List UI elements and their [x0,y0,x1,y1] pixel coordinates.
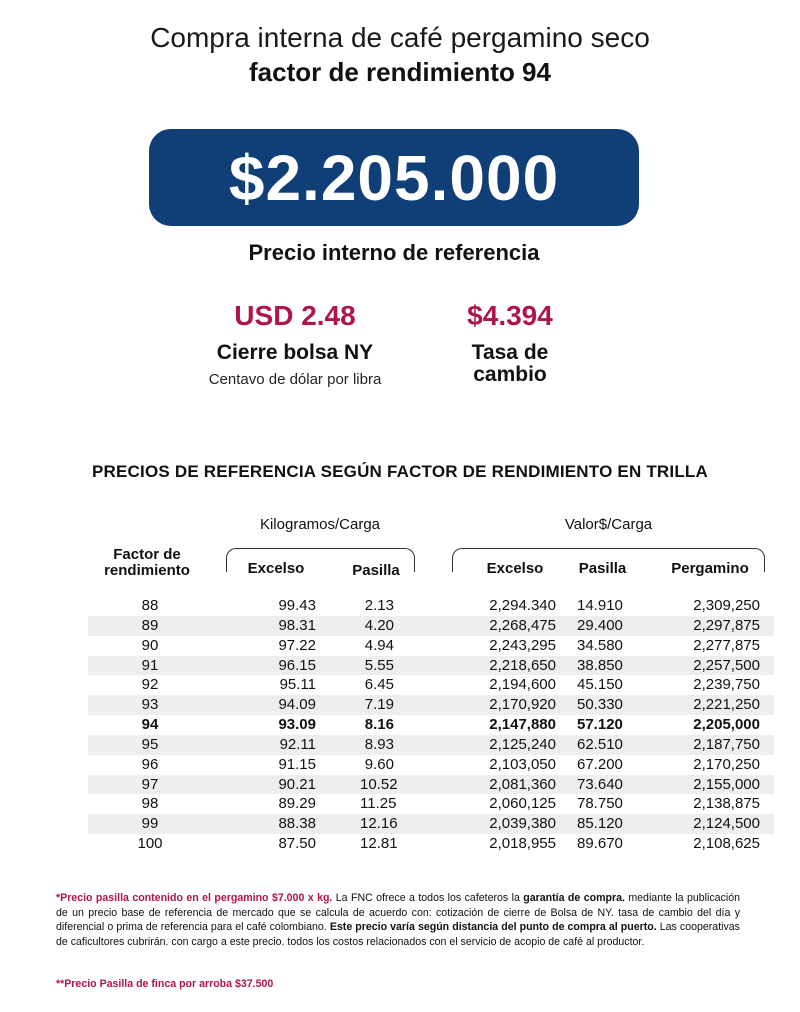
table-row [88,775,774,795]
cell-kg-excelso: 97.22 [278,636,316,654]
header-valor-pergamino: Pergamino [671,560,749,577]
header-factor [92,547,202,579]
cell-valor-pergamino: 2,221,250 [693,696,760,714]
cell-kg-pasilla: 6.45 [364,676,394,694]
cell-valor-pasilla: 62.510 [577,735,623,753]
cell-valor-pergamino: 2,170,250 [693,755,760,773]
cell-valor-pasilla: 89.670 [577,835,623,853]
cell-factor: 91 [141,656,159,674]
cell-factor: 90 [141,636,159,654]
cell-valor-excelso: 2,268,475 [489,616,556,634]
cell-kg-excelso: 91.15 [278,755,316,773]
cell-factor: 97 [141,775,159,793]
cell-valor-pasilla: 67.200 [577,755,623,773]
header-kg-pasilla: Pasilla [352,562,400,579]
table-row [88,814,774,834]
cell-valor-excelso: 2,294.340 [489,597,556,614]
group-label-kg: Kilogramos/Carga [259,516,381,533]
cell-valor-pergamino: 2,309,250 [693,597,760,614]
cell-valor-excelso: 2,103,050 [489,755,556,773]
footnote-2: **Precio Pasilla de finca por arroba $37.500 [56,978,274,990]
footnote-1-accent: *Precio pasilla contenido en el pergamino $7.000 x kg. [56,892,333,904]
cell-valor-excelso: 2,243,295 [489,636,556,654]
table-row [88,794,774,814]
cell-kg-excelso: 92.11 [279,735,316,753]
kpi-bolsa-sub: Centavo de dólar por libra [208,371,382,389]
cell-kg-pasilla: 4.94 [364,636,394,654]
cell-factor: 96 [141,755,159,773]
cell-factor: 94 [141,716,159,734]
reference-price-label: Precio interno de referencia [248,240,540,265]
cell-valor-pasilla: 14.910 [577,597,623,614]
section-title: PRECIOS DE REFERENCIA SEGÚN FACTOR DE RENDIMIENTO EN TRILLA [92,462,708,481]
kpi-bolsa [180,300,410,388]
page-title: Compra interna de café pergamino seco [150,22,650,53]
kpi-tasa [440,300,580,386]
footnote-1 [56,891,740,949]
kpi-tasa-label-line2: cambio [473,363,547,387]
cell-valor-pergamino: 2,277,875 [693,636,760,654]
cell-valor-excelso: 2,218,650 [489,656,556,674]
cell-valor-pergamino: 2,297,875 [693,616,760,634]
footnote-1-text-a: La FNC ofrece a todos los cafeteros la [332,892,524,904]
cell-factor: 98 [141,795,159,813]
footnote-1-bold-b: Este precio varía según distancia del punto de compra al puerto. [329,921,657,934]
group-label-valor: Valor$/Carga [564,516,653,533]
table-row [88,834,774,854]
kpi-tasa-label-line1: Tasa de [471,341,549,364]
cell-kg-excelso: 90.21 [278,775,316,793]
cell-kg-excelso: 88.38 [278,815,316,833]
cell-kg-pasilla: 2.13 [364,597,394,614]
cell-valor-pasilla: 73.640 [577,775,623,793]
kpi-bolsa-label: Cierre bolsa NY [216,341,374,364]
price-table [88,596,774,854]
cell-valor-excelso: 2,194,600 [489,676,556,694]
cell-valor-pergamino: 2,187,750 [693,735,760,753]
cell-factor: 100 [137,835,163,853]
cell-valor-excelso: 2,039,380 [489,815,556,833]
cell-kg-pasilla: 4.20 [364,616,394,634]
cell-valor-pergamino: 2,124,500 [693,815,760,833]
cell-valor-pergamino: 2,138,875 [693,795,760,813]
cell-valor-excelso: 2,147,880 [489,716,556,734]
cell-kg-pasilla: 9.60 [364,755,394,773]
footnote-1-text-b: mediante la publicación de un precio base de referencia de mercado que se calcula de acuerdo con: cotización de cierre de Bolsa de NY. tasa de cambio del día y diferencial o prima de referencia para el café colombiano. [56,892,740,934]
cell-kg-excelso: 95.11 [279,676,316,694]
cell-kg-excelso: 87.50 [278,835,316,853]
cell-valor-pasilla: 78.750 [577,795,623,813]
cell-valor-pasilla: 57.120 [577,716,623,734]
cell-factor: 92 [141,676,159,694]
kpi-bolsa-value: USD 2.48 [234,300,356,331]
footnote-1-text-c: Las cooperativas de caficultores cubrirán. con cargo a este precio. todos los costos relacionados con el servicio de acopio de café al productor. [56,921,740,948]
header-factor-line1: Factor de [113,546,181,563]
cell-valor-pasilla: 85.120 [577,815,623,833]
table-row [88,695,774,715]
table-row [88,735,774,755]
cell-factor: 95 [141,735,159,753]
table-row [88,715,774,735]
cell-valor-pasilla: 29.400 [577,616,623,634]
cell-factor: 93 [141,696,159,714]
header-factor-line2: rendimiento [104,561,190,579]
cell-kg-pasilla: 7.19 [364,696,394,714]
cell-kg-pasilla: 12.16 [360,815,398,833]
cell-kg-excelso: 94.09 [278,696,316,714]
table-row [88,675,774,695]
table-row [88,596,774,616]
cell-kg-pasilla: 8.16 [364,716,394,734]
table-row [88,616,774,636]
cell-valor-excelso: 2,018,955 [489,835,556,853]
kpi-tasa-value: $4.394 [467,300,553,331]
cell-valor-pergamino: 2,257,500 [693,656,760,674]
cell-kg-excelso: 98.31 [278,616,316,634]
cell-valor-pasilla: 45.150 [577,676,623,694]
footnote-1-bold-a: garantía de compra. [523,892,625,904]
cell-valor-pasilla: 34.580 [577,636,623,654]
cell-kg-pasilla: 11.25 [360,795,397,813]
cell-valor-excelso: 2,170,920 [489,696,556,714]
cell-factor: 99 [141,815,159,833]
table-row [88,636,774,656]
header-kg-excelso: Excelso [247,560,305,577]
cell-kg-pasilla: 12.81 [360,835,398,853]
header-valor-excelso: Excelso [486,560,544,577]
cell-valor-pergamino: 2,155,000 [693,775,760,793]
cell-valor-excelso: 2,060,125 [489,795,556,813]
cell-kg-excelso: 96.15 [278,656,316,674]
cell-factor: 88 [141,597,159,614]
cell-valor-pasilla: 50.330 [577,696,623,714]
cell-valor-pasilla: 38.850 [577,656,623,674]
table-row [88,656,774,676]
page-subtitle: factor de rendimiento 94 [249,57,551,87]
cell-kg-excelso: 93.09 [278,716,316,734]
price-banner [149,129,639,226]
reference-price-value: $2.205.000 [228,141,560,214]
cell-kg-excelso: 89.29 [278,795,316,813]
cell-valor-pergamino: 2,239,750 [693,676,760,694]
cell-valor-excelso: 2,081,360 [489,775,556,793]
cell-factor: 89 [141,616,159,634]
header-valor-pasilla: Pasilla [578,560,627,577]
cell-valor-excelso: 2,125,240 [489,735,556,753]
cell-valor-pergamino: 2,205,000 [693,716,760,734]
table-row [88,755,774,775]
cell-kg-pasilla: 5.55 [364,656,394,674]
cell-kg-pasilla: 8.93 [364,735,394,753]
kpi-tasa-label [440,342,580,386]
cell-kg-pasilla: 10.52 [360,775,398,793]
cell-valor-pergamino: 2,108,625 [693,835,760,853]
cell-kg-excelso: 99.43 [278,597,316,614]
